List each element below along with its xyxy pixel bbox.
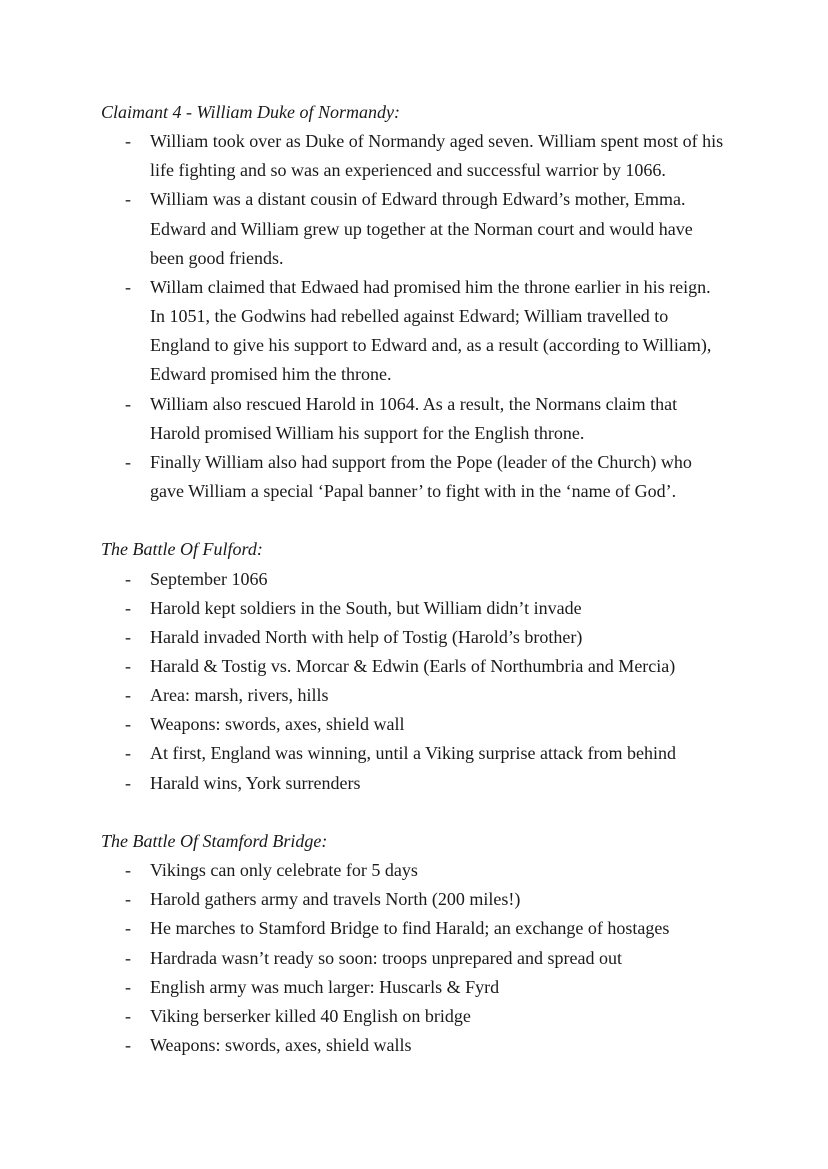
list-item	[101, 127, 730, 185]
bullet-list	[101, 565, 741, 798]
list-item	[101, 652, 730, 681]
list-item	[101, 390, 730, 448]
dash-bullet-icon: -	[125, 393, 131, 414]
section-heading: The Battle Of Stamford Bridge:	[101, 830, 328, 851]
list-item	[101, 273, 730, 390]
dash-bullet-icon: -	[125, 131, 131, 152]
dash-bullet-icon: -	[125, 947, 131, 968]
list-item-text: Vikings can only celebrate for 5 days	[150, 860, 418, 881]
dash-bullet-icon: -	[125, 189, 131, 210]
list-item	[101, 914, 730, 943]
dash-bullet-icon: -	[125, 655, 131, 676]
list-item-text: Harald & Tostig vs. Morcar & Edwin (Earls of Northumbria and Mercia)	[150, 655, 676, 676]
section	[101, 535, 741, 797]
list-item	[101, 944, 730, 973]
list-item-text: Harald wins, York surrenders	[150, 772, 361, 793]
dash-bullet-icon: -	[125, 860, 131, 881]
list-item-text: William took over as Duke of Normandy aged seven. William spent most of his life fighting and so was an experienced and successful warrior by 1066.	[150, 131, 724, 181]
list-item-text: He marches to Stamford Bridge to find Harald; an exchange of hostages	[150, 918, 670, 939]
list-item-text: Harold kept soldiers in the South, but William didn’t invade	[150, 597, 582, 618]
bullet-list	[101, 127, 741, 506]
list-item	[101, 769, 730, 798]
dash-bullet-icon: -	[125, 1005, 131, 1026]
list-item-text: Willam claimed that Edwaed had promised him the throne earlier in his reign. In 1051, the Godwins had rebelled against Edward; William travelled to England to give his support to Edward and, as a result (according to William), Edward promised him the throne.	[150, 276, 712, 385]
list-item	[101, 710, 730, 739]
dash-bullet-icon: -	[125, 597, 131, 618]
dash-bullet-icon: -	[125, 918, 131, 939]
list-item	[101, 623, 730, 652]
dash-bullet-icon: -	[125, 626, 131, 647]
dash-bullet-icon: -	[125, 1035, 131, 1055]
list-item	[101, 565, 730, 594]
list-item-text: William also rescued Harold in 1064. As a result, the Normans claim that Harold promised William his support for the English throne.	[150, 393, 678, 443]
list-item-text: Viking berserker killed 40 English on bridge	[150, 1005, 471, 1026]
section	[101, 98, 741, 506]
list-item-text: Finally William also had support from the Pope (leader of the Church) who gave William a special ‘Papal banner’ to fight with in the ‘name of God’.	[150, 451, 692, 502]
list-item-text: September 1066	[150, 568, 268, 589]
section-heading: The Battle Of Fulford:	[101, 539, 263, 560]
dash-bullet-icon: -	[125, 568, 131, 589]
list-item-text: Harald invaded North with help of Tostig (Harold’s brother)	[150, 626, 583, 647]
list-item	[101, 594, 730, 623]
list-item-text: Area: marsh, rivers, hills	[150, 685, 329, 706]
section	[101, 827, 741, 1060]
list-item	[101, 1031, 730, 1060]
dash-bullet-icon: -	[125, 976, 131, 997]
list-item-text: William was a distant cousin of Edward through Edward’s mother, Emma. Edward and William grew up together at the Norman court and would have been good friends.	[150, 189, 693, 268]
list-item-text: Weapons: swords, axes, shield walls	[150, 1035, 412, 1055]
list-item	[101, 448, 730, 506]
list-item	[101, 1002, 730, 1031]
list-item-text: At first, England was winning, until a Viking surprise attack from behind	[150, 743, 676, 764]
list-item	[101, 739, 730, 768]
dash-bullet-icon: -	[125, 772, 131, 793]
list-item-text: English army was much larger: Huscarls & Fyrd	[150, 976, 500, 997]
list-item	[101, 185, 730, 272]
dash-bullet-icon: -	[125, 276, 131, 297]
list-item	[101, 885, 730, 914]
list-item-text: Hardrada wasn’t ready so soon: troops unprepared and spread out	[150, 947, 623, 968]
document-body	[101, 98, 741, 1089]
section-heading: Claimant 4 - William Duke of Normandy:	[101, 102, 400, 122]
dash-bullet-icon: -	[125, 685, 131, 706]
list-item	[101, 856, 730, 885]
bullet-list	[101, 856, 741, 1060]
list-item	[101, 973, 730, 1002]
dash-bullet-icon: -	[125, 889, 131, 910]
dash-bullet-icon: -	[125, 451, 131, 472]
list-item-text: Harold gathers army and travels North (200 miles!)	[150, 889, 521, 910]
dash-bullet-icon: -	[125, 714, 131, 735]
dash-bullet-icon: -	[125, 743, 131, 764]
list-item	[101, 681, 730, 710]
list-item-text: Weapons: swords, axes, shield wall	[150, 714, 405, 735]
